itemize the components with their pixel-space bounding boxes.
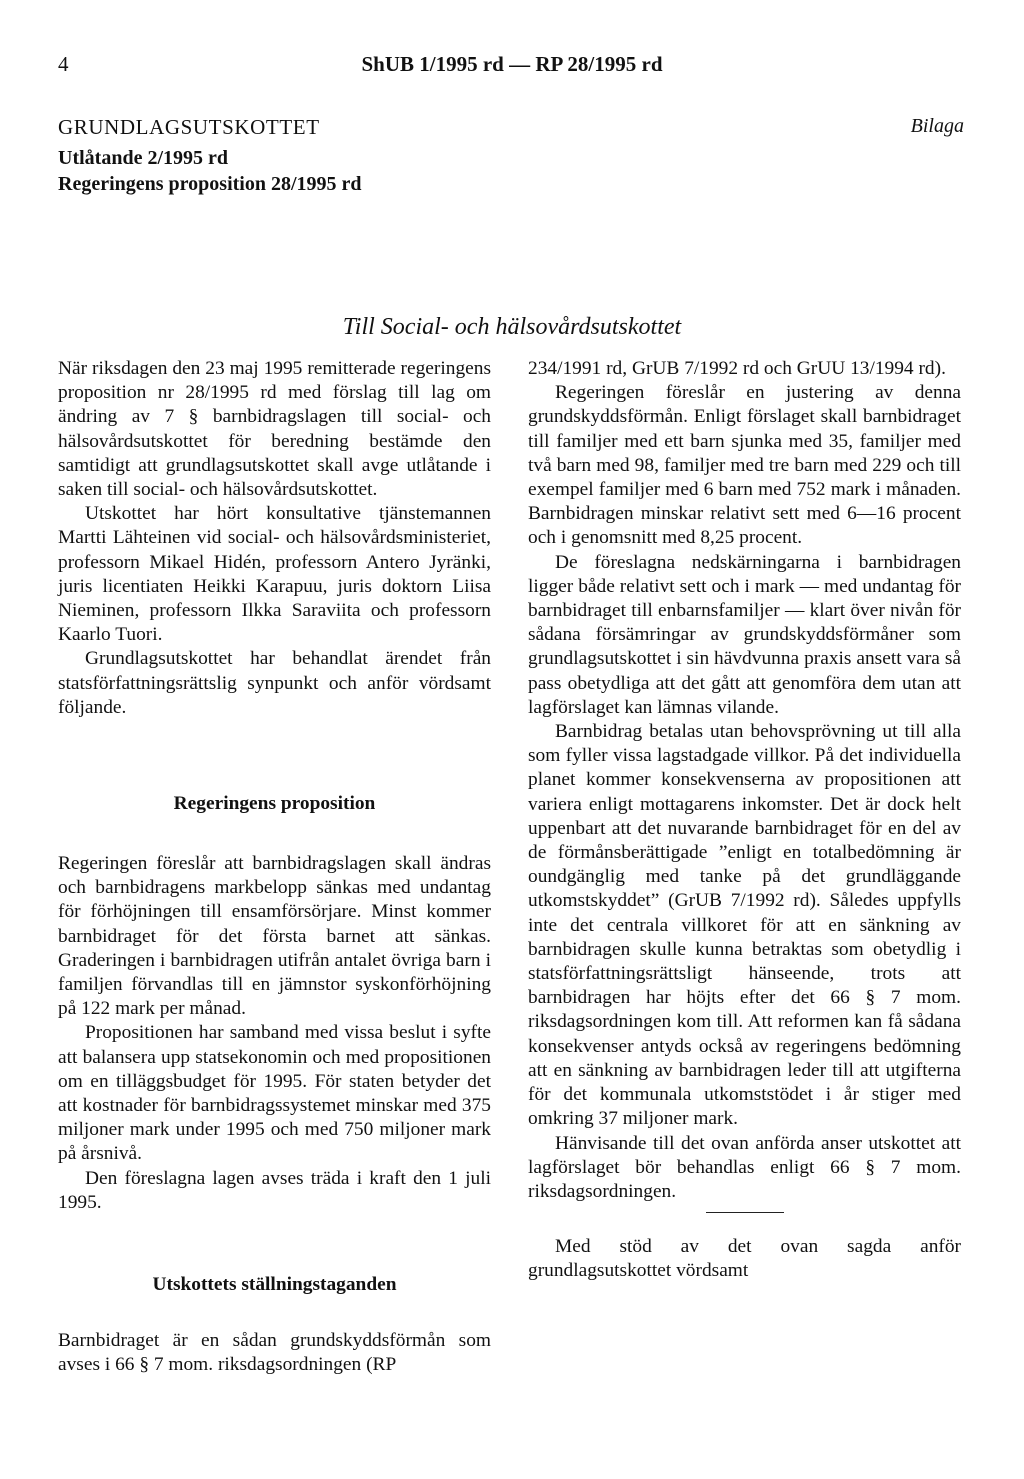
paragraph: När riksdagen den 23 maj 1995 remitterade regeringens proposition nr 28/1995 rd med förslag till lag om ändring av 7 § barnbidragslagen till social- och hälsovårdsutskottet för beredning bestämde den samtidigt att grundlagsutskottet skall avge utlåtande i saken till social- och hälsovårdsutskottet. <box>58 358 491 501</box>
right-column <box>528 357 961 1284</box>
proposition-reference: Regeringens proposition 28/1995 rd <box>58 173 362 195</box>
page-number: 4 <box>58 52 69 76</box>
left-column <box>58 357 491 1378</box>
committee-name: GRUNDLAGSUTSKOTTET <box>58 115 320 139</box>
paragraph: Hänvisande till det ovan anförda anser utskottet att lagförslaget bör behandlas enligt 66 § 7 mom. riksdagsordningen. <box>528 1132 961 1202</box>
paragraph: Den föreslagna lagen avses träda i kraft den 1 juli 1995. <box>58 1167 491 1213</box>
separator-rule <box>706 1212 784 1213</box>
annex-label: Bilaga <box>910 115 964 137</box>
paragraph: 234/1991 rd, GrUB 7/1992 rd och GrUU 13/1994 rd). <box>528 358 946 379</box>
section-heading-proposition: Regeringens proposition <box>173 793 376 815</box>
paragraph: Propositionen har samband med vissa beslut i syfte att balansera upp statsekonomin och med propositionen om en tilläggsbudget för 1995. För staten betyder det att kostnader för barnbidragssystemet minskar med 375 miljoner mark under 1995 och med 750 miljoner mark på årsnivå. <box>58 1022 491 1165</box>
statement-reference: Utlåtande 2/1995 rd <box>58 147 228 169</box>
running-header: ShUB 1/1995 rd — RP 28/1995 rd <box>361 52 663 76</box>
paragraph: Grundlagsutskottet har behandlat ärendet från statsförfattningsrättslig synpunkt och anför vördsamt följande. <box>58 648 491 718</box>
paragraph: Regeringen föreslår en justering av denna grundskyddsförmån. Enligt förslaget skall barnbidraget till familjer med ett barn sjunka med 35, familjer med två barn med 98, familjer med tre barn med 229 och till exempel familjer med 6 barn med 752 mark i månaden. Barnbidragen minskar relativt sett med 6—16 procent och i genomsnitt med 8,25 procent. <box>528 382 961 549</box>
addressee: Till Social- och hälsovårdsutskottet <box>342 314 682 340</box>
paragraph: Barnbidrag betalas utan behovsprövning ut till alla som fyller vissa lagstadgade villkor. På det individuella planet kommer konsekvenserna av propositionen att variera enligt mottagarens inkomster. Det är dock helt uppenbart att det nuvarande barnbidraget för en del av de förmånsberättigade ”enligt en totalbedömning är oundgänglig med tanke på det grundläggande utkomstskyddet” (GrUB 7/1992 rd). Således uppfylls inte det centrala villkoret för att en sänkning av barnbidragen skulle kunna betraktas som obetydlig i statsförfattningsrättsligt hänseende, trots att barnbidragen har höjts efter det 66 § 7 mom. riksdagsordningen kom till. Att reformen kan få sådana konsekvenser antyds också av regeringens bedömning att en sänkning av barnbidragen leder till att utgifterna för det kommunala utkomststödet i år stiger med omkring 37 miljoner mark. <box>528 721 961 1130</box>
paragraph: Barnbidraget är en sådan grundskyddsförmån som avses i 66 § 7 mom. riksdagsordningen (RP <box>58 1330 491 1376</box>
paragraph: Regeringen föreslår att barnbidragslagen skall ändras och barnbidragens markbelopp sänkas med undantag för förhöjningen till ensamförsörjare. Minst kommer barnbidraget för det första barnet att sänkas. Graderingen i barnbidragen utifrån antalet övriga barn i familjen förvandlas till en jämnstor syskonförhöjning på 122 mark per månad. <box>58 853 491 1020</box>
section-heading-positions: Utskottets ställningstaganden <box>152 1274 397 1296</box>
paragraph: Utskottet har hört konsultative tjänstemannen Martti Lähteinen vid social- och hälsovårdsministeriet, professorn Mikael Hidén, professorn Antero Jyränki, juris licentiaten Heikki Karapuu, juris doktorn Liisa Nieminen, professorn Ilkka Saraviita och professorn Kaarlo Tuori. <box>58 503 491 646</box>
closing-paragraph: Med stöd av det ovan sagda anför grundlagsutskottet vördsamt <box>528 1236 961 1282</box>
paragraph: De föreslagna nedskärningarna i barnbidragen ligger både relativt sett och i mark — med undantag för barnbidraget till enbarnsfamiljer — klart över nivån för sådana försämringar av grundskyddsförmåner som grundlagsutskottet i sin hävdvunna praxis ansett vara så pass obetydliga att det gått att genomföra dem utan att lagförslaget kan lämnas vilande. <box>528 551 961 718</box>
